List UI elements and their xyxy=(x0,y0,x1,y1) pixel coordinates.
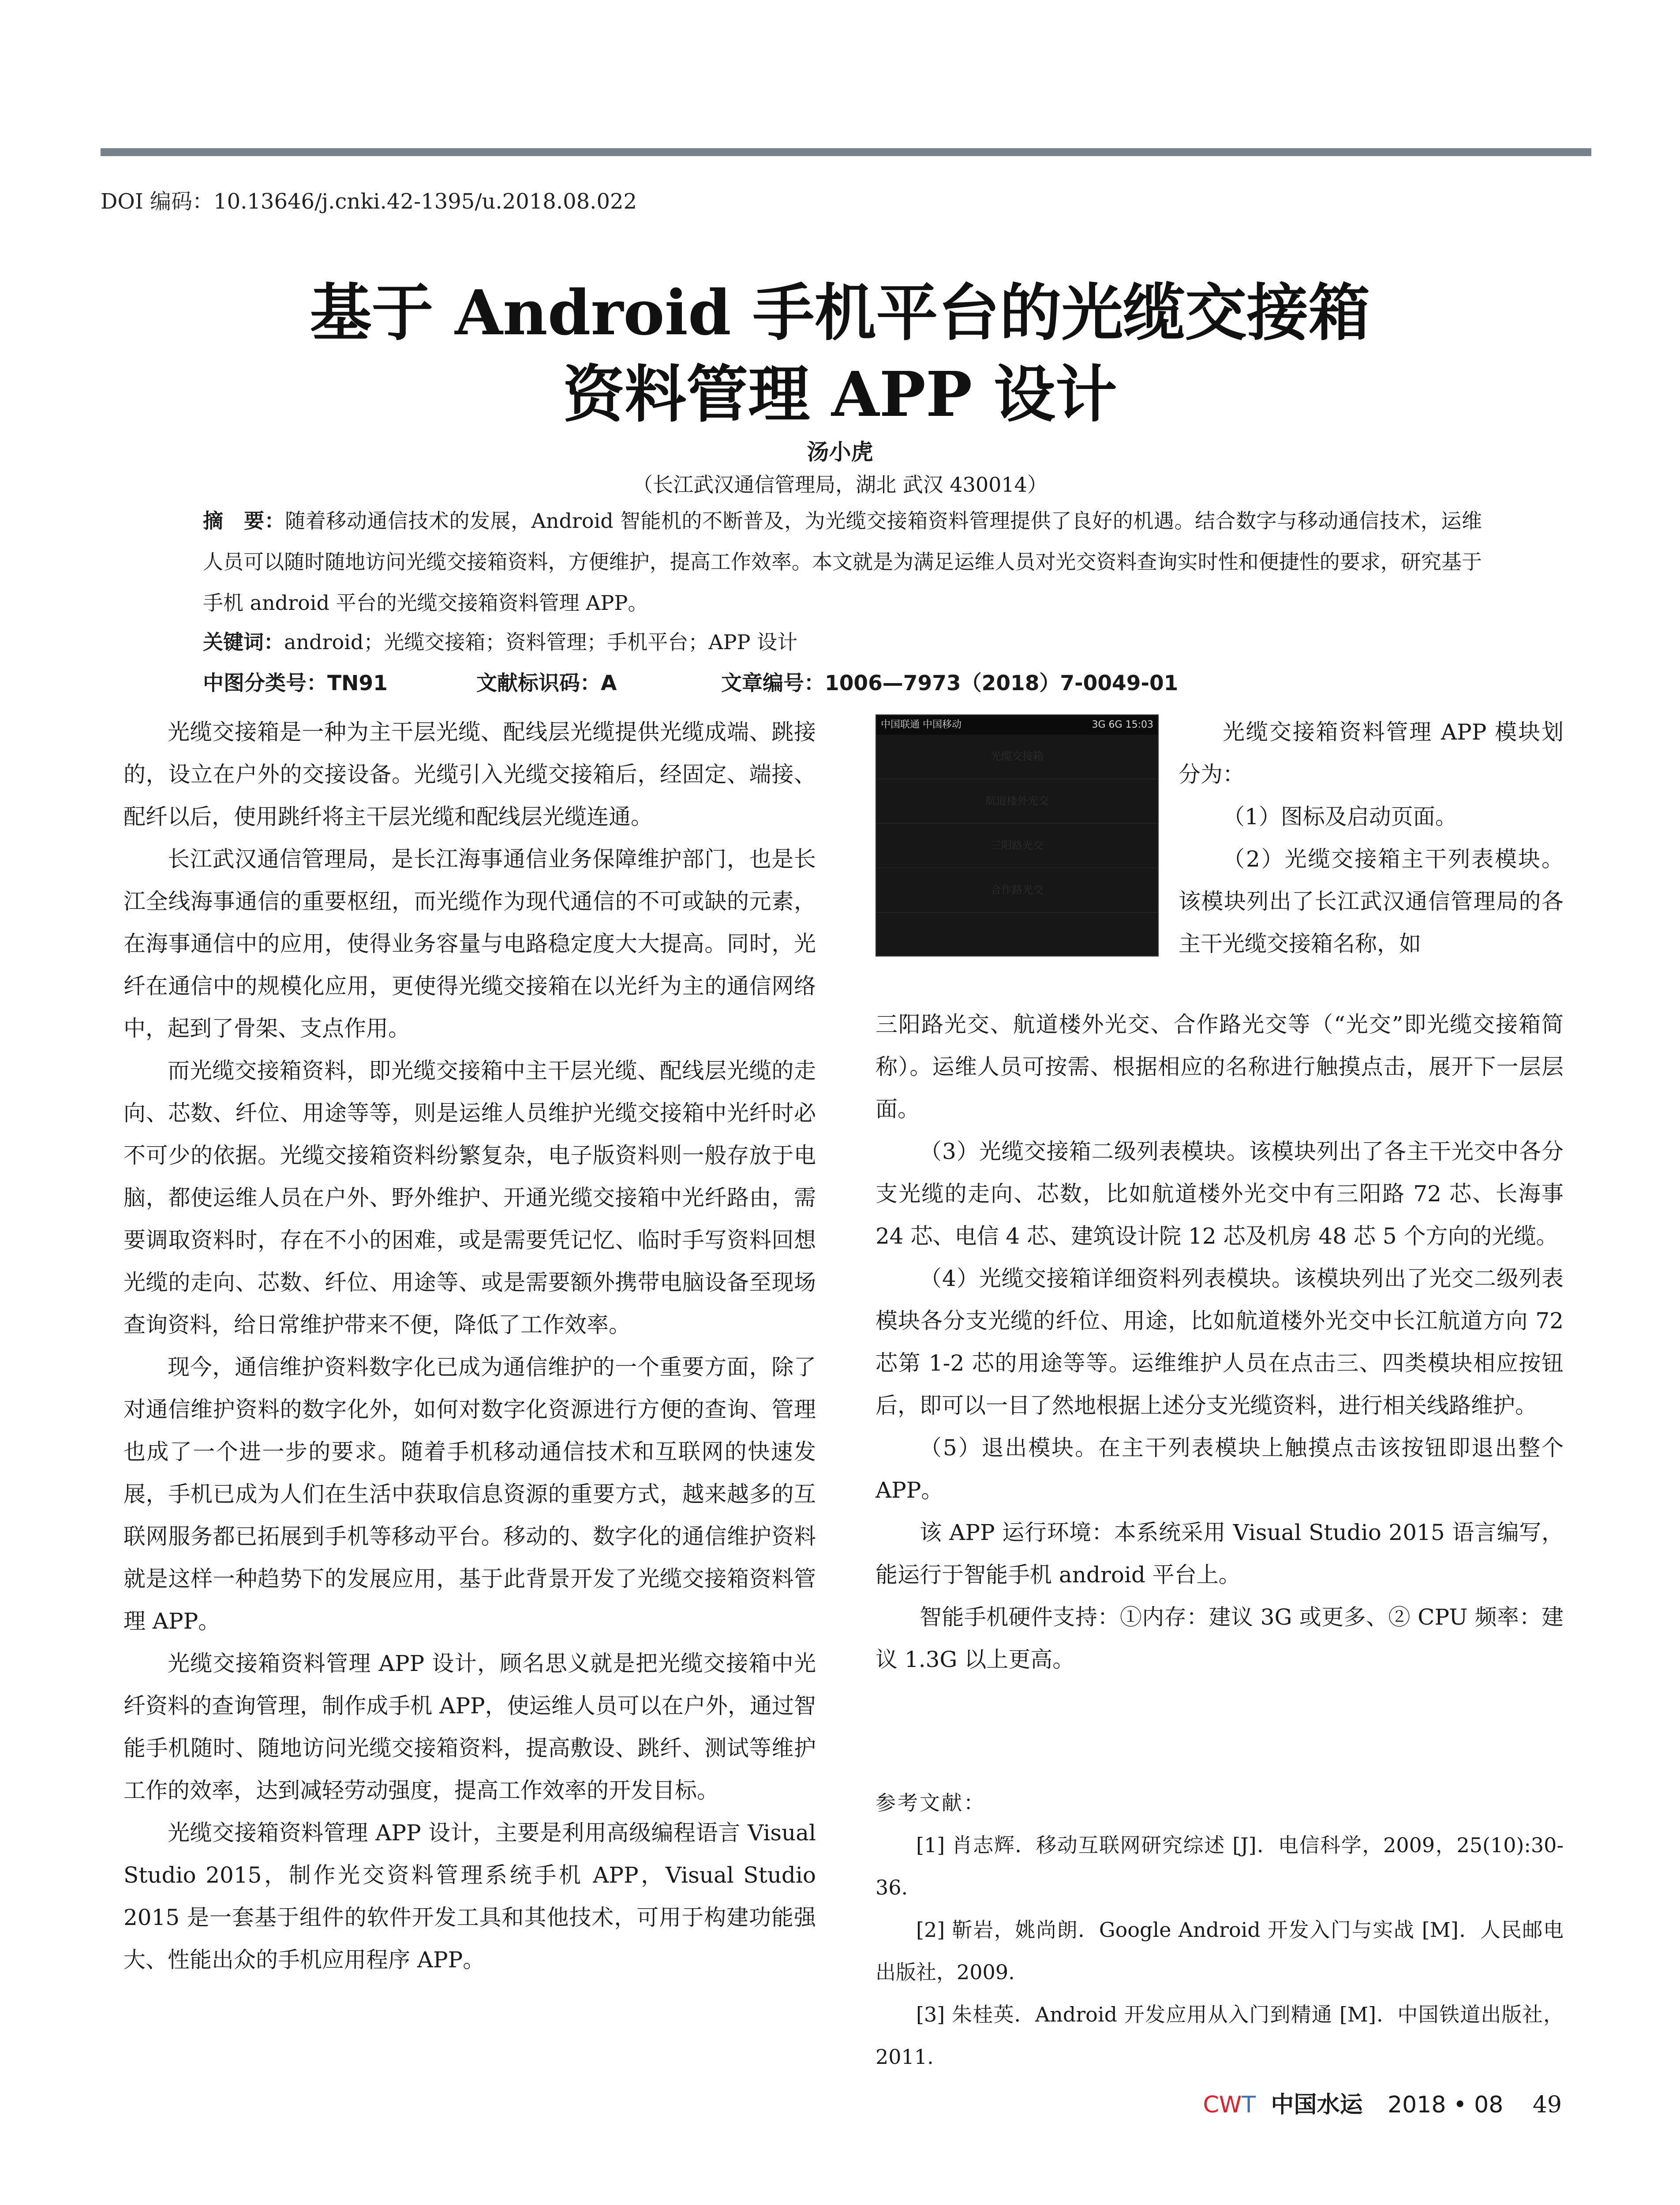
classification-line xyxy=(203,667,1178,696)
references xyxy=(876,1782,1564,2078)
paper-title-line-2: 资料管理 APP 设计 xyxy=(563,359,1117,431)
reference-item: [2] 靳岩，姚尚朗．Google Android 开发入门与实战 [M]．人民邮电出版社，2009. xyxy=(876,1918,1564,1984)
paragraph: 长江武汉通信管理局，是长江海事通信业务保障维护部门，也是长江全线海事通信的重要枢纽，而光缆作为现代通信的不可或缺的元素，在海事通信中的应用，使得业务容量与电路稳定度大大提高。同时，光纤在通信中的规模化应用，更使得光缆交接箱在以光纤为主的通信网络中，起到了骨架、支点作用。 xyxy=(123,846,816,1041)
app-list-item: 航道楼外光交 xyxy=(876,779,1158,824)
keywords xyxy=(203,626,797,655)
affiliation: （长江武汉通信管理局，湖北 武汉 430014） xyxy=(632,473,1048,497)
issue-label: 2018 • 08 xyxy=(1388,2092,1504,2118)
phone-status-bar xyxy=(876,715,1158,735)
keywords-text: android；光缆交接箱；资料管理；手机平台；APP 设计 xyxy=(284,630,798,654)
keywords-label: 关键词： xyxy=(203,630,284,654)
paragraph: 该 APP 运行环境：本系统采用 Visual Studio 2015 语言编写，能运行于智能手机 android 平台上。 xyxy=(876,1520,1564,1588)
document-code: 文献标识码：A xyxy=(476,671,617,695)
paragraph: 光缆交接箱是一种为主干层光缆、配线层光缆提供光缆成端、跳接的，设立在户外的交接设备。光缆引入光缆交接箱后，经固定、端接、配纤以后，使用跳纤将主干层光缆和配线层光缆连通。 xyxy=(123,719,816,830)
reference-item: [1] 肖志辉．移动互联网研究综述 [J]．电信科学，2009，25(10):30-36. xyxy=(876,1833,1564,1899)
paragraph: 三阳路光交、航道楼外光交、合作路光交等（“光交”即光缆交接箱简称）。运维人员可按需、根据相应的名称进行触摸点击，展开下一层层面。 xyxy=(876,1012,1564,1122)
paragraph: （5）退出模块。在主干列表模块上触摸点击该按钮即退出整个 APP。 xyxy=(876,1435,1564,1503)
paragraph: （3）光缆交接箱二级列表模块。该模块列出了各主干光交中各分支光缆的走向、芯数，比如航道楼外光交中有三阳路 72 芯、长海事 24 芯、电信 4 芯、建筑设计院 12 芯及机房 48 芯 5 个方向的光缆。 xyxy=(876,1139,1564,1249)
abstract xyxy=(203,501,1482,624)
app-screenshot-figure xyxy=(876,714,1159,957)
app-list-item: 三阳路光交 xyxy=(876,824,1158,868)
abstract-label: 摘 要： xyxy=(203,509,285,533)
brand-logo-t: T xyxy=(1242,2092,1256,2118)
app-list-item: 光缆交接箱 xyxy=(876,735,1158,779)
paragraph: 光缆交接箱资料管理 APP 设计，顾名思义就是把光缆交接箱中光纤资料的查询管理，制作成手机 APP，使运维人员可以在户外，通过智能手机随时、随地访问光缆交接箱资料，提高敷设、跳纤、测试等维护工作的效率，达到减轻劳动强度，提高工作效率的开发目标。 xyxy=(123,1651,816,1803)
page-footer xyxy=(1203,2086,1562,2119)
left-column xyxy=(123,711,816,1981)
abstract-text: 随着移动通信技术的发展，Android 智能机的不断普及，为光缆交接箱资料管理提供了良好的机遇。结合数字与移动通信技术，运维人员可以随时随地访问光缆交接箱资料，方便维护，提高工作效率。本文就是为满足运维人员对光交资料查询实时性和便捷性的要求，研究基于手机 android 平台的光缆交接箱资料管理 APP。 xyxy=(203,509,1482,615)
article-number: 文章编号：1006—7973（2018）7-0049-01 xyxy=(721,671,1179,695)
magazine-name: 中国水运 xyxy=(1271,2091,1363,2118)
paragraph: 光缆交接箱资料管理 APP 设计，主要是利用高级编程语言 Visual Studio 2015，制作光交资料管理系统手机 APP，Visual Studio 2015 是一套基于组件的软件开发工具和其他技术，可用于构建功能强大、性能出众的手机应用程序 APP。 xyxy=(123,1820,816,1973)
status-time: 3G 6G 15:03 xyxy=(1092,719,1153,730)
app-list-item: 合作路光交 xyxy=(876,868,1158,913)
right-column-top xyxy=(1179,711,1564,965)
paragraph: （4）光缆交接箱详细资料列表模块。该模块列出了光交二级列表模块各分支光缆的纤位、用途，比如航道楼外光交中长江航道方向 72 芯第 1-2 芯的用途等等。运维维护人员在点击三、四类模块相应按钮后，即可以一目了然地根据上述分支光缆资料，进行相关线路维护。 xyxy=(876,1266,1564,1418)
paper-title-line-1: 基于 Android 手机平台的光缆交接箱 xyxy=(310,277,1370,349)
page-number: 49 xyxy=(1532,2092,1562,2118)
references-title: 参考文献： xyxy=(876,1791,986,1815)
right-column xyxy=(876,1003,1564,1681)
doi-line: DOI 编码：10.13646/j.cnki.42-1395/u.2018.08.022 xyxy=(101,189,637,214)
clc-number: 中图分类号：TN91 xyxy=(203,671,388,695)
header-rule xyxy=(101,148,1591,156)
paragraph: （1）图标及启动页面。 xyxy=(1223,804,1457,830)
reference-item: [3] 朱桂英．Android 开发应用从入门到精通 [M]．中国铁道出版社，2011. xyxy=(876,2003,1564,2069)
author: 汤小虎 xyxy=(807,439,873,465)
carrier-label: 中国联通 中国移动 xyxy=(881,719,962,730)
paragraph: 现今，通信维护资料数字化已成为通信维护的一个重要方面，除了对通信维护资料的数字化外，如何对数字化资源进行方便的查询、管理也成了一个进一步的要求。随着手机移动通信技术和互联网的快速发展，手机已成为人们在生活中获取信息资源的重要方式，越来越多的互联网服务都已拓展到手机等移动平台。移动的、数字化的通信维护资料就是这样一种趋势下的发展应用，基于此背景开发了光缆交接箱资料管理 APP。 xyxy=(123,1354,816,1634)
paragraph: 智能手机硬件支持：①内存：建议 3G 或更多、② CPU 频率：建议 1.3G 以上更高。 xyxy=(876,1604,1564,1672)
paragraph: （2）光缆交接箱主干列表模块。该模块列出了长江武汉通信管理局的各主干光缆交接箱名称，如 xyxy=(1179,846,1564,957)
brand-logo-cw: CW xyxy=(1203,2092,1242,2118)
paragraph: 而光缆交接箱资料，即光缆交接箱中主干层光缆、配线层光缆的走向、芯数、纤位、用途等等，则是运维人员维护光缆交接箱中光纤时必不可少的依据。光缆交接箱资料纷繁复杂，电子版资料则一般存放于电脑，都使运维人员在户外、野外维护、开通光缆交接箱中光纤路由，需要调取资料时，存在不小的困难，或是需要凭记忆、临时手写资料回想光缆的走向、芯数、纤位、用途等、或是需要额外携带电脑设备至现场查询资料，给日常维护带来不便，降低了工作效率。 xyxy=(123,1058,816,1338)
paragraph: 光缆交接箱资料管理 APP 模块划分为： xyxy=(1179,719,1564,787)
